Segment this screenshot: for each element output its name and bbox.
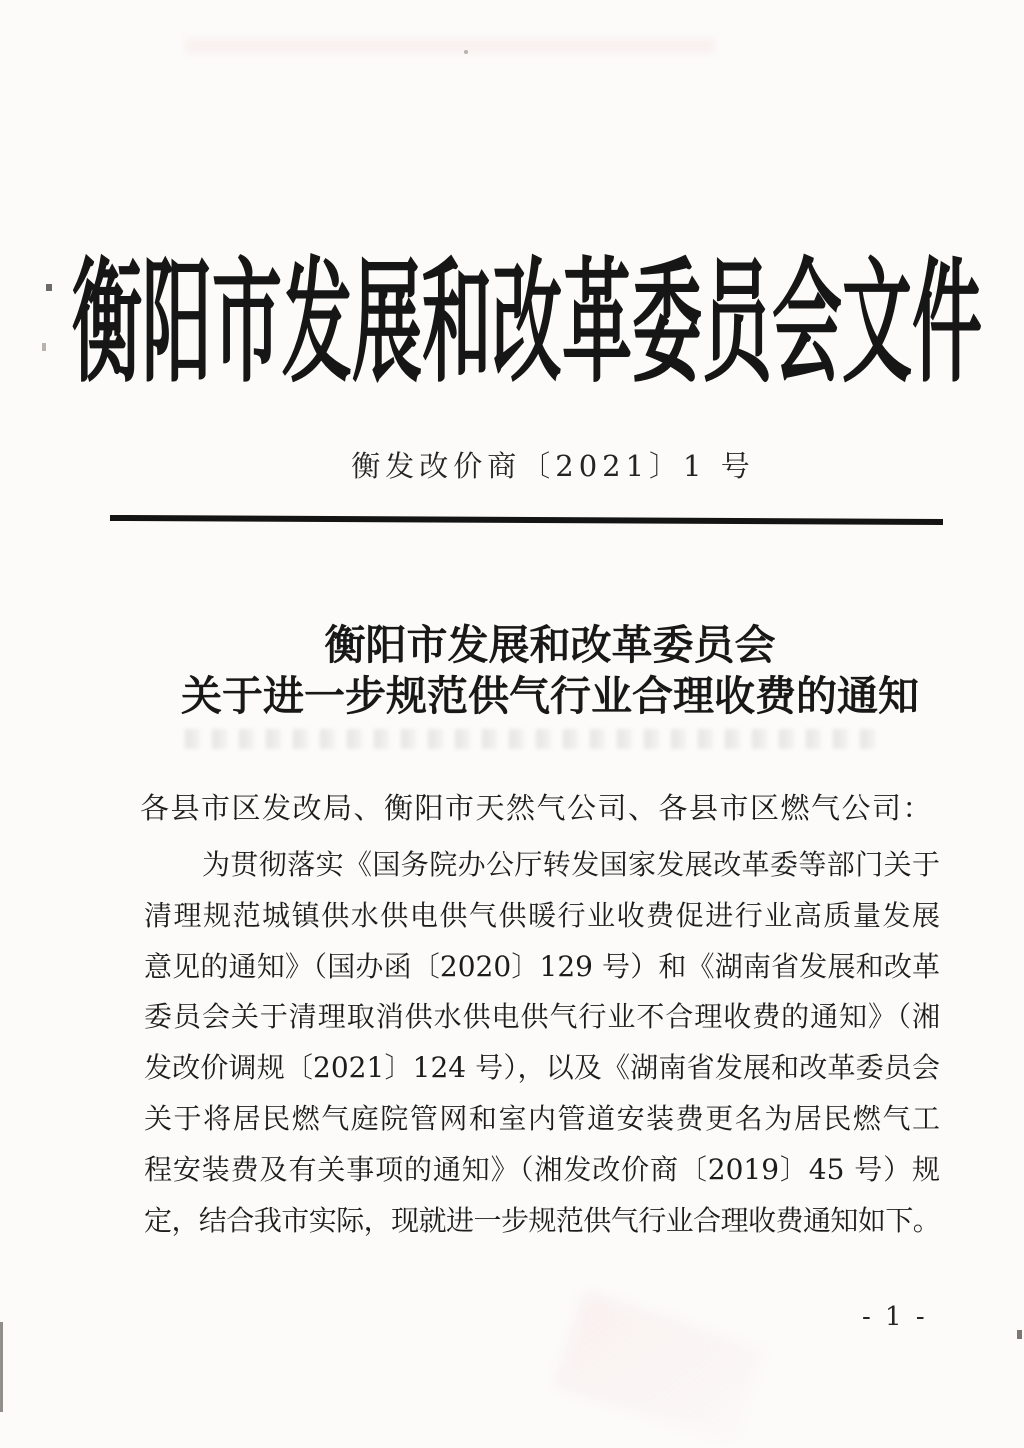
body-paragraph xyxy=(144,840,940,1246)
scan-artifact-pink-streak xyxy=(554,1291,766,1445)
addressee-line: 各县市区发改局、衡阳市天然气公司、各县市区燃气公司： xyxy=(140,791,934,825)
scan-artifact-edge-sliver xyxy=(0,1322,3,1412)
document-number: 衡发改价商〔2021〕1 号 xyxy=(351,449,755,483)
paragraph-line: 程安装费及有关事项的通知》（湘发改价商〔2019〕45 号）规 xyxy=(144,1152,940,1186)
paragraph-line: 清理规范城镇供水供电供气供暖行业收费促进行业高质量发展 xyxy=(144,898,940,932)
scan-artifact-pink-band xyxy=(185,38,715,54)
notice-title xyxy=(0,620,1024,722)
paragraph-line: 委员会关于清理取消供水供电供气行业不合理收费的通知》（湘 xyxy=(144,1000,940,1034)
notice-title-line2: 关于进一步规范供气行业合理收费的通知 xyxy=(181,672,919,720)
paragraph-line: 关于将居民燃气庭院管网和室内管道安装费更名为居民燃气工 xyxy=(144,1101,940,1135)
agency-header-title: 衡阳市发展和改革委员会文件 xyxy=(72,242,982,402)
header-divider-rule xyxy=(110,515,943,525)
paragraph-line: 发改价调规〔2021〕124 号），以及《湖南省发展和改革委员会 xyxy=(144,1051,940,1085)
paragraph-line: 意见的通知》（国办函〔2020〕129 号）和《湖南省发展和改革 xyxy=(144,949,940,983)
scan-artifact-speck xyxy=(1017,1330,1022,1339)
paragraph-line: 定，结合我市实际，现就进一步规范供气行业合理收费通知如下。 xyxy=(144,1203,940,1237)
scan-artifact-speck xyxy=(464,50,468,54)
notice-title-line1: 衡阳市发展和改革委员会 xyxy=(324,621,776,669)
scan-bleedthrough-smudge xyxy=(185,729,877,749)
page-number: - 1 - xyxy=(862,1302,928,1332)
paragraph-line: 为贯彻落实《国务院办公厅转发国家发展改革委等部门关于 xyxy=(202,848,940,881)
